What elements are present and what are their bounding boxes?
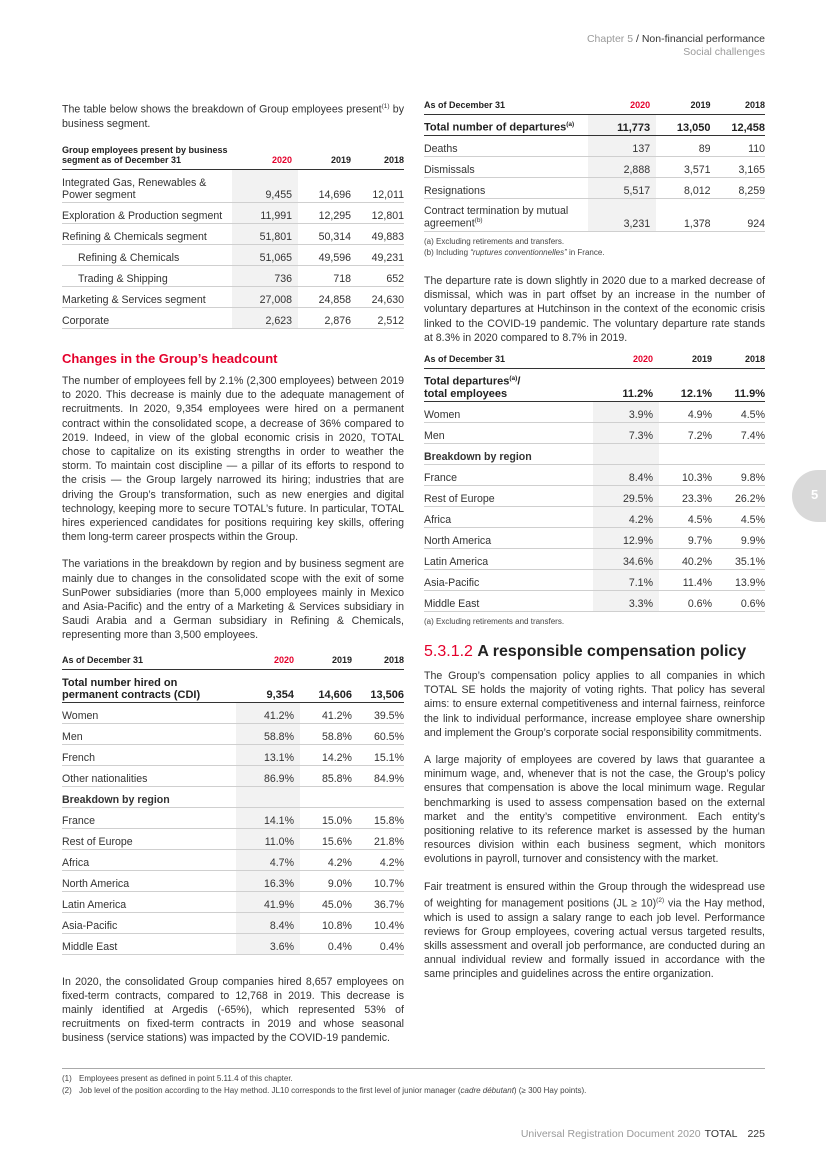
right-column bbox=[424, 100, 765, 982]
row-label: French bbox=[62, 744, 236, 765]
cell-2018: 4.5% bbox=[712, 402, 765, 423]
row-label-text: Contract termination by mutual agreement bbox=[424, 205, 569, 230]
table-row bbox=[424, 570, 765, 591]
region-section-row bbox=[424, 444, 765, 465]
page-number: 225 bbox=[747, 1128, 765, 1140]
cell-2019: 718 bbox=[298, 265, 351, 286]
chapter-separator: / bbox=[633, 33, 642, 45]
total-label-slash: / bbox=[517, 376, 521, 389]
region-section-label: Breakdown by region bbox=[62, 786, 236, 807]
year-2020-header: 2020 bbox=[593, 354, 659, 369]
total-label-text: Total number of departures bbox=[424, 122, 567, 134]
region-section-row bbox=[62, 786, 404, 807]
table-header-row bbox=[62, 145, 404, 170]
cell-2020: 7.1% bbox=[593, 570, 659, 591]
cell-2020: 13.1% bbox=[236, 744, 300, 765]
cell-2019: 89 bbox=[656, 136, 710, 157]
row-label: Asia-Pacific bbox=[424, 570, 593, 591]
cell-2019: 8,012 bbox=[656, 178, 710, 199]
row-label: Resignations bbox=[424, 178, 588, 199]
total-row bbox=[424, 369, 765, 402]
cell-2018: 7.4% bbox=[712, 423, 765, 444]
chapter-label: Chapter 5 bbox=[586, 33, 634, 45]
cell-2020: 9,455 bbox=[232, 169, 298, 202]
note-ref-a: (a) bbox=[509, 375, 518, 383]
cell-2019: 9.0% bbox=[300, 870, 352, 891]
cell-2018: 12,801 bbox=[351, 202, 404, 223]
cell-2018: 110 bbox=[711, 136, 765, 157]
cell-2018: 10.7% bbox=[352, 870, 404, 891]
table-row bbox=[424, 199, 765, 232]
cell-2019: 15.0% bbox=[300, 807, 352, 828]
year-2020-header: 2020 bbox=[588, 100, 656, 115]
note-a-text: Excluding retirements and transfers. bbox=[436, 237, 565, 246]
table-row bbox=[62, 286, 404, 307]
cell-2018: 15.1% bbox=[352, 744, 404, 765]
left-column bbox=[62, 100, 404, 1046]
row-label: Deaths bbox=[424, 136, 588, 157]
cell-2020: 51,801 bbox=[232, 223, 298, 244]
table-row bbox=[424, 423, 765, 444]
cell-2019: 14.2% bbox=[300, 744, 352, 765]
departures-table bbox=[424, 100, 765, 232]
table-row bbox=[62, 702, 404, 723]
row-label: Africa bbox=[424, 507, 593, 528]
year-2018-header: 2018 bbox=[351, 145, 404, 170]
section-heading bbox=[424, 643, 765, 661]
cell-2018: 49,231 bbox=[351, 244, 404, 265]
cell-2020: 8.4% bbox=[593, 465, 659, 486]
cell-2020: 7.3% bbox=[593, 423, 659, 444]
footnote-ref-2: (2) bbox=[656, 896, 665, 904]
table-row bbox=[424, 549, 765, 570]
table-row bbox=[62, 307, 404, 328]
cell-2020: 41.2% bbox=[236, 702, 300, 723]
footnote-2-emphasis: cadre débutant bbox=[460, 1086, 514, 1095]
compensation-paragraph-3 bbox=[424, 880, 765, 982]
row-label: France bbox=[424, 465, 593, 486]
cell-2019: 7.2% bbox=[659, 423, 712, 444]
table-row bbox=[424, 157, 765, 178]
cell-2019: 24,858 bbox=[298, 286, 351, 307]
cell-2020: 12.9% bbox=[593, 528, 659, 549]
cell-2019: 15.6% bbox=[300, 828, 352, 849]
footnote-2-text-end: ) (≥ 300 Hay points). bbox=[513, 1086, 587, 1095]
chapter-tab-number: 5 bbox=[811, 487, 819, 502]
cell-2018: 4.5% bbox=[712, 507, 765, 528]
note-ref-a: (a) bbox=[566, 121, 575, 129]
compensation-paragraph-2: A large majority of employees are covered by laws that guarantee a minimum wage, and, whenever that is not the case, the Group’s policy ensures that compensation is above the local minimum wage. Regular benchmarking is used to assess compensation based on the external market and the entity’s competitive environment. Each entity’s positioning relative to its reference market is assessed by the human resources division within each business segment, which monitors evolutions in payroll, turnover and consistency with the market. bbox=[424, 754, 765, 866]
cell-2019: 23.3% bbox=[659, 486, 712, 507]
cell-2018: 39.5% bbox=[352, 702, 404, 723]
row-label: Corporate bbox=[62, 307, 232, 328]
cell-2018: 3,165 bbox=[711, 157, 765, 178]
cell-2018: 924 bbox=[711, 199, 765, 232]
cell-2020: 4.2% bbox=[593, 507, 659, 528]
cell-2019: 14,696 bbox=[298, 169, 351, 202]
row-label: Rest of Europe bbox=[424, 486, 593, 507]
row-label: Marketing & Services segment bbox=[62, 286, 232, 307]
cell-2020: 86.9% bbox=[236, 765, 300, 786]
cell-2020: 29.5% bbox=[593, 486, 659, 507]
cell-2018: 49,883 bbox=[351, 223, 404, 244]
note-a-text: Excluding retirements and transfers. bbox=[436, 617, 565, 627]
table-header-row bbox=[424, 100, 765, 115]
year-2019-header: 2019 bbox=[656, 100, 710, 115]
total-label-text-2: total employees bbox=[424, 388, 508, 401]
employees-by-segment-table bbox=[62, 145, 404, 329]
table-row bbox=[424, 591, 765, 612]
cell-2019: 0.6% bbox=[659, 591, 712, 612]
total-label: Total number hired on permanent contracts (CDI) bbox=[62, 669, 236, 702]
region-section-label: Breakdown by region bbox=[424, 444, 593, 465]
section-number: 5.3.1.2 bbox=[424, 643, 473, 661]
cell-2018: 24,630 bbox=[351, 286, 404, 307]
table-row bbox=[424, 465, 765, 486]
cell-2019: 58.8% bbox=[300, 723, 352, 744]
footnote-2 bbox=[62, 1085, 765, 1097]
cell-2018: 4.2% bbox=[352, 849, 404, 870]
cell-2018: 15.8% bbox=[352, 807, 404, 828]
cell-2020: 58.8% bbox=[236, 723, 300, 744]
intro-text: The table below shows the breakdown of Group employees present bbox=[62, 103, 382, 116]
compensation-paragraph-1: The Group’s compensation policy applies to all companies in which TOTAL SE holds the majority of voting rights. That policy has several aims: to ensure external competitiveness and internal fairness, reinforce the link to individual performance, increase employee share ownership and implement the Group’s corporate social responsibility commitments. bbox=[424, 670, 765, 739]
cell-2018: 35.1% bbox=[712, 549, 765, 570]
row-label bbox=[424, 199, 588, 232]
table-row bbox=[62, 244, 404, 265]
row-label: Asia-Pacific bbox=[62, 912, 236, 933]
cell-2020: 2,623 bbox=[232, 307, 298, 328]
cell-2020: 14.1% bbox=[236, 807, 300, 828]
total-row bbox=[424, 115, 765, 136]
cell-2020: 11.0% bbox=[236, 828, 300, 849]
cell-2019: 11.4% bbox=[659, 570, 712, 591]
hires-cdi-table bbox=[62, 655, 404, 955]
note-b-text: Including bbox=[436, 248, 471, 257]
cell-2020: 51,065 bbox=[232, 244, 298, 265]
cell-2020: 8.4% bbox=[236, 912, 300, 933]
table-row bbox=[62, 870, 404, 891]
cell-2020: 9,354 bbox=[236, 669, 300, 702]
row-label: Integrated Gas, Renewables & Power segment bbox=[62, 169, 232, 202]
total-label bbox=[424, 369, 593, 402]
year-2018-header: 2018 bbox=[711, 100, 765, 115]
row-label: France bbox=[62, 807, 236, 828]
departure-rate-table-note bbox=[424, 616, 765, 627]
row-label: Exploration & Production segment bbox=[62, 202, 232, 223]
row-label: Men bbox=[62, 723, 236, 744]
page-footer bbox=[521, 1128, 765, 1140]
table-row bbox=[62, 169, 404, 202]
row-label: Africa bbox=[62, 849, 236, 870]
row-label: Other nationalities bbox=[62, 765, 236, 786]
cell-2018: 36.7% bbox=[352, 891, 404, 912]
table-row bbox=[62, 265, 404, 286]
row-label: Women bbox=[62, 702, 236, 723]
table-row bbox=[62, 933, 404, 954]
footer-document-title: Universal Registration Document 2020 bbox=[520, 1128, 701, 1140]
cell-2020: 3.3% bbox=[593, 591, 659, 612]
running-header bbox=[587, 33, 765, 59]
cell-2019: 4.9% bbox=[659, 402, 712, 423]
year-2019-header: 2019 bbox=[300, 655, 352, 670]
footer-brand: TOTAL bbox=[704, 1128, 738, 1140]
cell-2020: 3.6% bbox=[236, 933, 300, 954]
note-b-text-end: in France. bbox=[566, 248, 605, 257]
cell-2018: 9.8% bbox=[712, 465, 765, 486]
total-label-text: Total departures bbox=[424, 376, 510, 389]
table-row bbox=[62, 202, 404, 223]
note-b bbox=[424, 247, 765, 258]
year-2018-header: 2018 bbox=[712, 354, 765, 369]
row-label: Middle East bbox=[62, 933, 236, 954]
note-a-mark: (a) bbox=[424, 617, 434, 627]
para-text-end: via the Hay method, which is used to assign a salary range to each job level. Performance reviews for Group employees, covering actual versus targeted results, skills assessment and overall job performance, are conducted during an annual individual review and formally issued in accordance with the same principles and guidelines across the entire organization. bbox=[424, 897, 766, 981]
total-row bbox=[62, 669, 404, 702]
cell-2020: 4.7% bbox=[236, 849, 300, 870]
cell-2020: 3.9% bbox=[593, 402, 659, 423]
cell-2019: 13,050 bbox=[656, 115, 710, 136]
row-label: Latin America bbox=[62, 891, 236, 912]
row-label: Latin America bbox=[424, 549, 593, 570]
table-row bbox=[424, 178, 765, 199]
cell-2020: 2,888 bbox=[588, 157, 656, 178]
cell-2020: 11.2% bbox=[593, 369, 659, 402]
table-row bbox=[62, 849, 404, 870]
cell-2019: 85.8% bbox=[300, 765, 352, 786]
cell-2018: 13.9% bbox=[712, 570, 765, 591]
cell-2020: 137 bbox=[588, 136, 656, 157]
cell-2018: 12,011 bbox=[351, 169, 404, 202]
table-row bbox=[424, 486, 765, 507]
cell-2019: 3,571 bbox=[656, 157, 710, 178]
table-row bbox=[424, 402, 765, 423]
cell-2019: 12.1% bbox=[659, 369, 712, 402]
cell-2018: 652 bbox=[351, 265, 404, 286]
cell-2018: 21.8% bbox=[352, 828, 404, 849]
table-row bbox=[424, 528, 765, 549]
row-label: Rest of Europe bbox=[62, 828, 236, 849]
row-label: Women bbox=[424, 402, 593, 423]
table-header-label: As of December 31 bbox=[424, 100, 588, 115]
cell-2019: 14,606 bbox=[300, 669, 352, 702]
cell-2020: 34.6% bbox=[593, 549, 659, 570]
cell-2018: 0.4% bbox=[352, 933, 404, 954]
fixed-term-paragraph: In 2020, the consolidated Group companies hired 8,657 employees on fixed-term contracts, compared to 12,768 in 2019. This decrease is mainly identified at Argedis (-65%), which represented 53% of recruitments on fixed-term contracts in 2019 and whose seasonal business (service stations) was impacted by the COVID-19 pandemic. bbox=[62, 975, 404, 1045]
row-label: North America bbox=[62, 870, 236, 891]
cell-2019: 45.0% bbox=[300, 891, 352, 912]
cell-2020: 5,517 bbox=[588, 178, 656, 199]
table-row bbox=[62, 223, 404, 244]
table-row bbox=[424, 136, 765, 157]
cell-2019: 2,876 bbox=[298, 307, 351, 328]
cell-2019: 40.2% bbox=[659, 549, 712, 570]
note-a bbox=[424, 236, 765, 247]
intro-text-end: by business segment. bbox=[62, 103, 404, 130]
cell-2018: 11.9% bbox=[712, 369, 765, 402]
cell-2020: 41.9% bbox=[236, 891, 300, 912]
cell-2018: 2,512 bbox=[351, 307, 404, 328]
cell-2019: 49,596 bbox=[298, 244, 351, 265]
cell-2020: 11,773 bbox=[588, 115, 656, 136]
cell-2018: 0.6% bbox=[712, 591, 765, 612]
note-ref-b: (b) bbox=[474, 217, 483, 225]
footnote-2-text: Job level of the position according to the Hay method. JL10 corresponds to the first level of junior manager ( bbox=[79, 1086, 461, 1095]
chapter-title: Non-financial performance bbox=[641, 33, 765, 45]
table-row bbox=[62, 723, 404, 744]
row-label: Middle East bbox=[424, 591, 593, 612]
cell-2018: 9.9% bbox=[712, 528, 765, 549]
year-2018-header: 2018 bbox=[352, 655, 404, 670]
cell-2019: 9.7% bbox=[659, 528, 712, 549]
chapter-tab bbox=[792, 470, 826, 522]
footnote-ref-1: (1) bbox=[381, 103, 390, 110]
table-row bbox=[62, 765, 404, 786]
cell-2019: 4.2% bbox=[300, 849, 352, 870]
cell-2018: 10.4% bbox=[352, 912, 404, 933]
cell-2019: 10.3% bbox=[659, 465, 712, 486]
total-label bbox=[424, 115, 588, 136]
table-header-row bbox=[424, 354, 765, 369]
table-row bbox=[62, 891, 404, 912]
departure-rate-table bbox=[424, 354, 765, 612]
cell-2019: 10.8% bbox=[300, 912, 352, 933]
table-row bbox=[62, 744, 404, 765]
year-2020-header: 2020 bbox=[232, 145, 298, 170]
departure-rate-paragraph: The departure rate is down slightly in 2020 due to a marked decrease of dismissal, which was in part offset by an increase in the number of voluntary departures at Hutchinson in the context of the economic crisis linked to the COVID-19 pandemic. The voluntary departure rate stands at 8.3% in 2020 compared to 8.7% in 2019. bbox=[424, 275, 765, 344]
cell-2019: 41.2% bbox=[300, 702, 352, 723]
footnote-1 bbox=[62, 1073, 765, 1085]
table-header-label: As of December 31 bbox=[424, 354, 593, 369]
table-row bbox=[62, 912, 404, 933]
row-label: Trading & Shipping bbox=[62, 265, 232, 286]
row-label: Refining & Chemicals segment bbox=[62, 223, 232, 244]
row-label: Dismissals bbox=[424, 157, 588, 178]
para-text: Fair treatment is ensured within the Group through the widespread use of weighting for management positions (JL ≥ 10) bbox=[424, 880, 765, 910]
cell-2020: 736 bbox=[232, 265, 298, 286]
headcount-paragraph-1: The number of employees fell by 2.1% (2,300 employees) between 2019 to 2020. This decrease is mainly due to the adequate management of recruitments. In 2020, 9,354 employees were hired on a permanent contract within the consolidated scope, a decrease of 36% compared to 2019. Indeed, in view of the global economic crisis in 2020, TOTAL chose to capitalize on its existing strengths in order to weather the storm. To maintain cost discipline — a pillar of its efforts to respond to the crisis — the Group largely narrowed its hiring; industries that are driving the Group’s transformation, such as new energies and digital technology, keeping more to secure TOTAL’s future. In particular, TOTAL hires experienced candidates for positions requiring key skills, offering them long-term career prospects within the Group. bbox=[62, 374, 404, 544]
page-footnotes bbox=[62, 1068, 765, 1097]
table-header-row bbox=[62, 655, 404, 670]
table-row bbox=[62, 828, 404, 849]
note-a-mark: (a) bbox=[424, 237, 434, 246]
table-header-label: Group employees present by business segment as of December 31 bbox=[62, 145, 232, 170]
year-2020-header: 2020 bbox=[236, 655, 300, 670]
row-label: Men bbox=[424, 423, 593, 444]
cell-2020: 11,991 bbox=[232, 202, 298, 223]
cell-2018: 8,259 bbox=[711, 178, 765, 199]
cell-2018: 13,506 bbox=[352, 669, 404, 702]
cell-2019: 1,378 bbox=[656, 199, 710, 232]
cell-2020: 16.3% bbox=[236, 870, 300, 891]
table-row bbox=[424, 507, 765, 528]
cell-2020: 3,231 bbox=[588, 199, 656, 232]
footnote-2-mark: (2) bbox=[62, 1086, 72, 1095]
cell-2019: 12,295 bbox=[298, 202, 351, 223]
section-title: A responsible compensation policy bbox=[477, 643, 747, 661]
headcount-heading: Changes in the Group’s headcount bbox=[62, 350, 278, 366]
cell-2018: 12,458 bbox=[711, 115, 765, 136]
cell-2018: 84.9% bbox=[352, 765, 404, 786]
row-label: Refining & Chemicals bbox=[62, 244, 232, 265]
note-b-mark: (b) bbox=[424, 248, 434, 257]
chapter-subtitle: Social challenges bbox=[683, 46, 765, 58]
cell-2018: 60.5% bbox=[352, 723, 404, 744]
row-label: North America bbox=[424, 528, 593, 549]
departures-table-notes bbox=[424, 236, 765, 258]
headcount-paragraph-2: The variations in the breakdown by region and by business segment are mainly due to changes in the consolidated scope with the exit of some SunPower subsidiaries (more than 5,000 employees mainly in Mexico and Asia-Pacific) and the entry of a Marketing & Services subsidiary in Saudi Arabia and a German subsidiary in Refining & Chemicals, representing more than 3,500 employees. bbox=[62, 558, 404, 642]
table-header-label: As of December 31 bbox=[62, 655, 236, 670]
table-row bbox=[62, 807, 404, 828]
year-2019-header: 2019 bbox=[298, 145, 351, 170]
cell-2019: 50,314 bbox=[298, 223, 351, 244]
cell-2018: 26.2% bbox=[712, 486, 765, 507]
cell-2019: 4.5% bbox=[659, 507, 712, 528]
footnote-1-mark: (1) bbox=[62, 1074, 72, 1083]
intro-paragraph bbox=[62, 100, 404, 131]
note-b-emphasis: “ruptures conventionnelles” bbox=[470, 248, 567, 257]
cell-2019: 0.4% bbox=[300, 933, 352, 954]
year-2019-header: 2019 bbox=[659, 354, 712, 369]
cell-2020: 27,008 bbox=[232, 286, 298, 307]
footnote-1-text: Employees present as defined in point 5.11.4 of this chapter. bbox=[79, 1074, 293, 1083]
